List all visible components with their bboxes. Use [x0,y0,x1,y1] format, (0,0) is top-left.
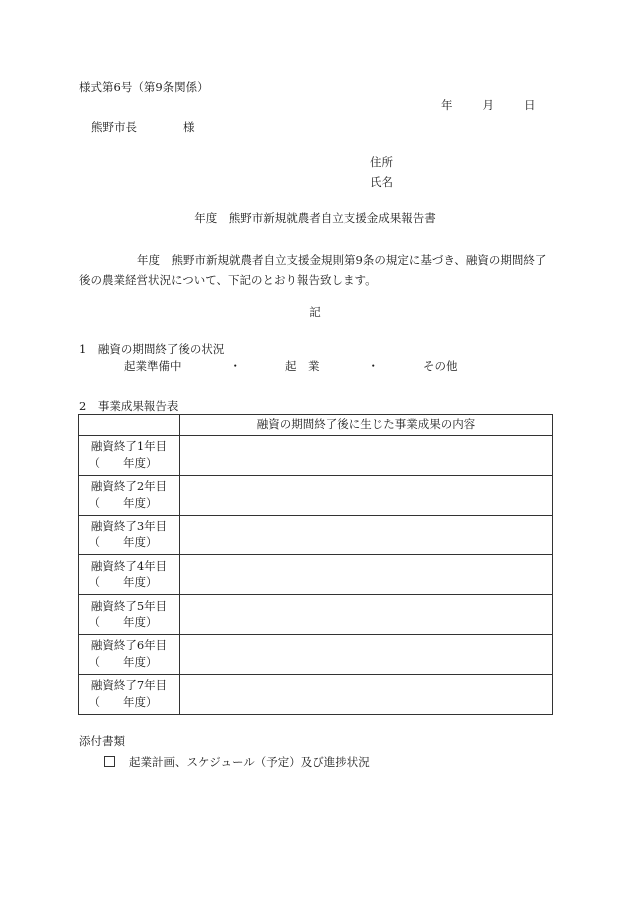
year-label-cell [79,634,180,674]
fiscal-year-label: （ 年度） [88,654,158,669]
date-day-label: 日 [524,98,536,112]
name-label: 氏名 [370,175,393,189]
form-number: 様式第6号（第9条関係） [79,80,209,94]
year-label: 融資終了4年目 [90,558,168,573]
table-row [79,436,553,476]
table-column-header: 融資の期間終了後に生じた事業成果の内容 [180,415,553,436]
result-content-cell[interactable] [180,555,553,595]
addressee-honorific: 様 [183,120,195,134]
table-row [79,475,553,515]
fiscal-year-label: （ 年度） [88,535,158,550]
year-label: 融資終了1年目 [90,439,168,454]
year-label-cell [79,674,180,714]
fiscal-year-label: （ 年度） [88,495,158,510]
year-label-cell [79,515,180,555]
table-header-row [79,415,553,436]
year-label: 融資終了2年目 [90,479,168,494]
table-row [79,674,553,714]
year-label-cell [79,595,180,635]
result-content-cell[interactable] [180,515,553,555]
ki-mark: 記 [309,305,321,319]
result-content-cell[interactable] [180,674,553,714]
year-label: 融資終了6年目 [90,638,168,653]
table-row [79,555,553,595]
status-options [124,361,458,373]
section2-heading: 2 事業成果報告表 [79,399,179,413]
document-title: 年度 熊野市新規就農者自立支援金成果報告書 [194,211,436,225]
date-month-label: 月 [482,98,494,112]
status-separator: ・ [229,359,241,373]
year-label: 融資終了3年目 [90,518,168,533]
year-label-cell [79,475,180,515]
fiscal-year-label: （ 年度） [88,615,158,630]
fiscal-year-label: （ 年度） [88,694,158,709]
body-paragraph: 年度 熊野市新規就農者自立支援金規則第9条の規定に基づき、融資の期間終了後の農業経営状況について、下記のとおり報告致します。 [79,253,547,287]
attachment-item-label: 起業計画、スケジュール（予定）及び進捗状況 [129,755,370,769]
result-content-cell[interactable] [180,634,553,674]
fiscal-year-label: （ 年度） [88,455,158,470]
attachment-item [104,756,370,769]
table-row [79,595,553,635]
table-row [79,634,553,674]
table-header-empty [79,415,180,436]
status-option-other: その他 [423,359,458,373]
attachments-heading: 添付書類 [79,734,125,748]
year-label: 融資終了5年目 [90,598,168,613]
result-content-cell[interactable] [180,475,553,515]
report-table [78,414,553,715]
status-separator: ・ [367,359,379,373]
date-line [441,100,536,112]
result-content-cell[interactable] [180,436,553,476]
result-content-cell[interactable] [180,595,553,635]
year-label-cell [79,555,180,595]
attachment-checkbox[interactable] [104,756,115,767]
status-option-started: 起 業 [285,359,320,373]
date-year-label: 年 [441,98,453,112]
fiscal-year-label: （ 年度） [88,575,158,590]
addressee-name: 熊野市長 [91,120,137,134]
table-row [79,515,553,555]
address-label: 住所 [370,155,393,169]
year-label: 融資終了7年目 [90,678,168,693]
year-label-cell [79,436,180,476]
addressee [91,122,195,134]
section1-heading: 1 融資の期間終了後の状況 [79,342,225,356]
status-option-preparing: 起業準備中 [124,359,182,373]
